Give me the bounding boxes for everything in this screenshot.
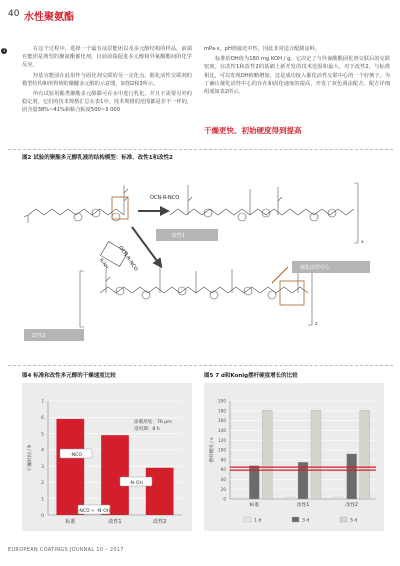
y-tick-label: 60 — [220, 467, 226, 473]
y-tick-label: 5 — [41, 432, 44, 438]
x-tick-label: 标准 — [65, 519, 76, 525]
y-axis-label: 摆杆硬度 / s — [210, 437, 215, 463]
page-number: 40 — [8, 9, 20, 19]
figure5-caption: 图5 7 d和Konig摆杆硬度增长的比较 — [204, 373, 298, 379]
x-tick-label: 改性2 — [153, 519, 167, 525]
y-tick-label: 100 — [218, 447, 226, 453]
mod1-label-box — [156, 229, 218, 241]
figure5-chart — [204, 383, 384, 531]
bar — [101, 435, 129, 515]
divider — [8, 149, 393, 150]
y-tick-label: 80 — [220, 457, 226, 463]
paragraph: 羟基官能团在此用作与固化剂交联的另一交化点。催化活性交联剂的模型结构和所得到的聚醚多元醇的示意图，如图2和3所示。 — [22, 72, 192, 87]
x-tick-label: 标准 — [249, 503, 260, 508]
y-tick-label: 7 — [41, 399, 44, 405]
legend-swatch — [340, 517, 347, 522]
reagent-diagonal: OCN-R-NCO — [117, 245, 139, 273]
x-tick-label: 改性1 — [108, 519, 122, 525]
y-tick-label: 1 — [41, 497, 44, 503]
reagent-top: OCN-R-NCO — [150, 195, 180, 201]
reagent-box-label: R₂NH — [97, 258, 109, 271]
bar — [311, 410, 321, 499]
legend-swatch — [292, 517, 299, 522]
y-tick-label: 160 — [218, 418, 226, 424]
y-tick-label: 3 — [41, 464, 44, 470]
bar — [236, 498, 246, 499]
bar — [56, 419, 84, 515]
paragraph: 标准的OH值为180 mg KOH / g。它决定了与异氰酸酯固化剂交联后的交联密度。在改性1和改性2的基础上新开发的技术范围和最大，对于改性2，与标准相比，可以发现OH值略增加，这是成功接入催化活性交联中心的一个好例子。为了确认催化活性中心的存在和固化速度的提高，开发了双色调涂配方。配方详细组成如表2所示。 — [204, 56, 390, 96]
label-catalytic-center: 催化活性中心 — [300, 265, 331, 271]
y-tick-label: 40 — [220, 477, 226, 482]
y-tick-label: 0 — [223, 496, 226, 502]
legend-swatch — [244, 517, 251, 522]
y-tick-label: 2 — [41, 481, 44, 487]
subheading: 干燥更快、初始硬度得到提高 — [204, 126, 302, 135]
paragraph: 所有试验用酯类聚酯多元醇都可在水中进行乳化，并且不需要另外的稳定剂。它们的技术规格汇总在表1中。技术规格的范围都是非不一样的，固含量38%~41%和粘合粘度500~3 000 — [22, 91, 192, 114]
callout-label: -NCO — [70, 452, 82, 458]
bar — [285, 498, 295, 499]
figure4-caption: 图4 标准和改性多元醇的干燥速度比较 — [22, 373, 116, 379]
y-axis-label: 干燥时间 / h — [28, 444, 33, 472]
right-column — [204, 45, 390, 98]
left-column — [22, 45, 192, 117]
bar — [334, 497, 344, 499]
y-tick-label: 140 — [218, 428, 226, 433]
subscript-z: z — [315, 322, 318, 327]
x-tick-label: 改性2 — [345, 503, 358, 508]
legend-label: 1 d — [254, 518, 262, 524]
bar — [146, 468, 174, 515]
figure4-chart — [22, 383, 192, 531]
figure2-structure-diagram — [20, 165, 390, 357]
y-tick-label: 200 — [218, 398, 226, 404]
footer: EUROPEAN COATINGS JOURNAL 10 – 2017 — [8, 547, 124, 553]
paragraph: 在这个过程中，选择一个最有前景能团以及多元醇结构的样品。前端官能团是典型的聚氨酯催化剂，目前前端促进多元醇和异氰酸酯间的化学反应。 — [22, 46, 192, 69]
x-tick-label: 改性1 — [296, 503, 310, 508]
legend-label: 5 d — [350, 518, 358, 524]
paragraph: mPa·s，pH值接近中性，因此非常适合配制涂料。 — [204, 46, 321, 52]
legend-label: 3 d — [302, 518, 310, 524]
annotation-text: 适用期：8 h — [134, 427, 160, 432]
subscript-x: x — [361, 240, 364, 245]
y-tick-label: 0 — [41, 513, 44, 519]
callout-label: -NCO + -N-OH — [77, 508, 111, 514]
side-marker-icon: 3 — [2, 48, 6, 53]
section-title: 水性聚氨酯 — [24, 12, 74, 23]
label-mod1: 改性1 — [172, 233, 186, 239]
y-tick-label: 6 — [41, 416, 44, 422]
figure2-caption: 图2 试验的聚酯多元醇乳液的结构模型：标准、改性1和改性2 — [22, 155, 173, 161]
y-tick-label: 180 — [218, 408, 226, 414]
y-tick-label: 20 — [220, 486, 226, 492]
y-tick-label: 4 — [41, 448, 44, 454]
annotation-text: 涂膜厚度：76 μm — [134, 420, 172, 425]
label-mod2: 改性2 — [32, 333, 46, 339]
bar — [262, 410, 272, 499]
bar — [360, 410, 370, 499]
divider — [8, 365, 393, 366]
y-tick-label: 120 — [218, 437, 226, 443]
callout-label: -N-OH — [129, 480, 143, 486]
bar — [347, 454, 357, 499]
